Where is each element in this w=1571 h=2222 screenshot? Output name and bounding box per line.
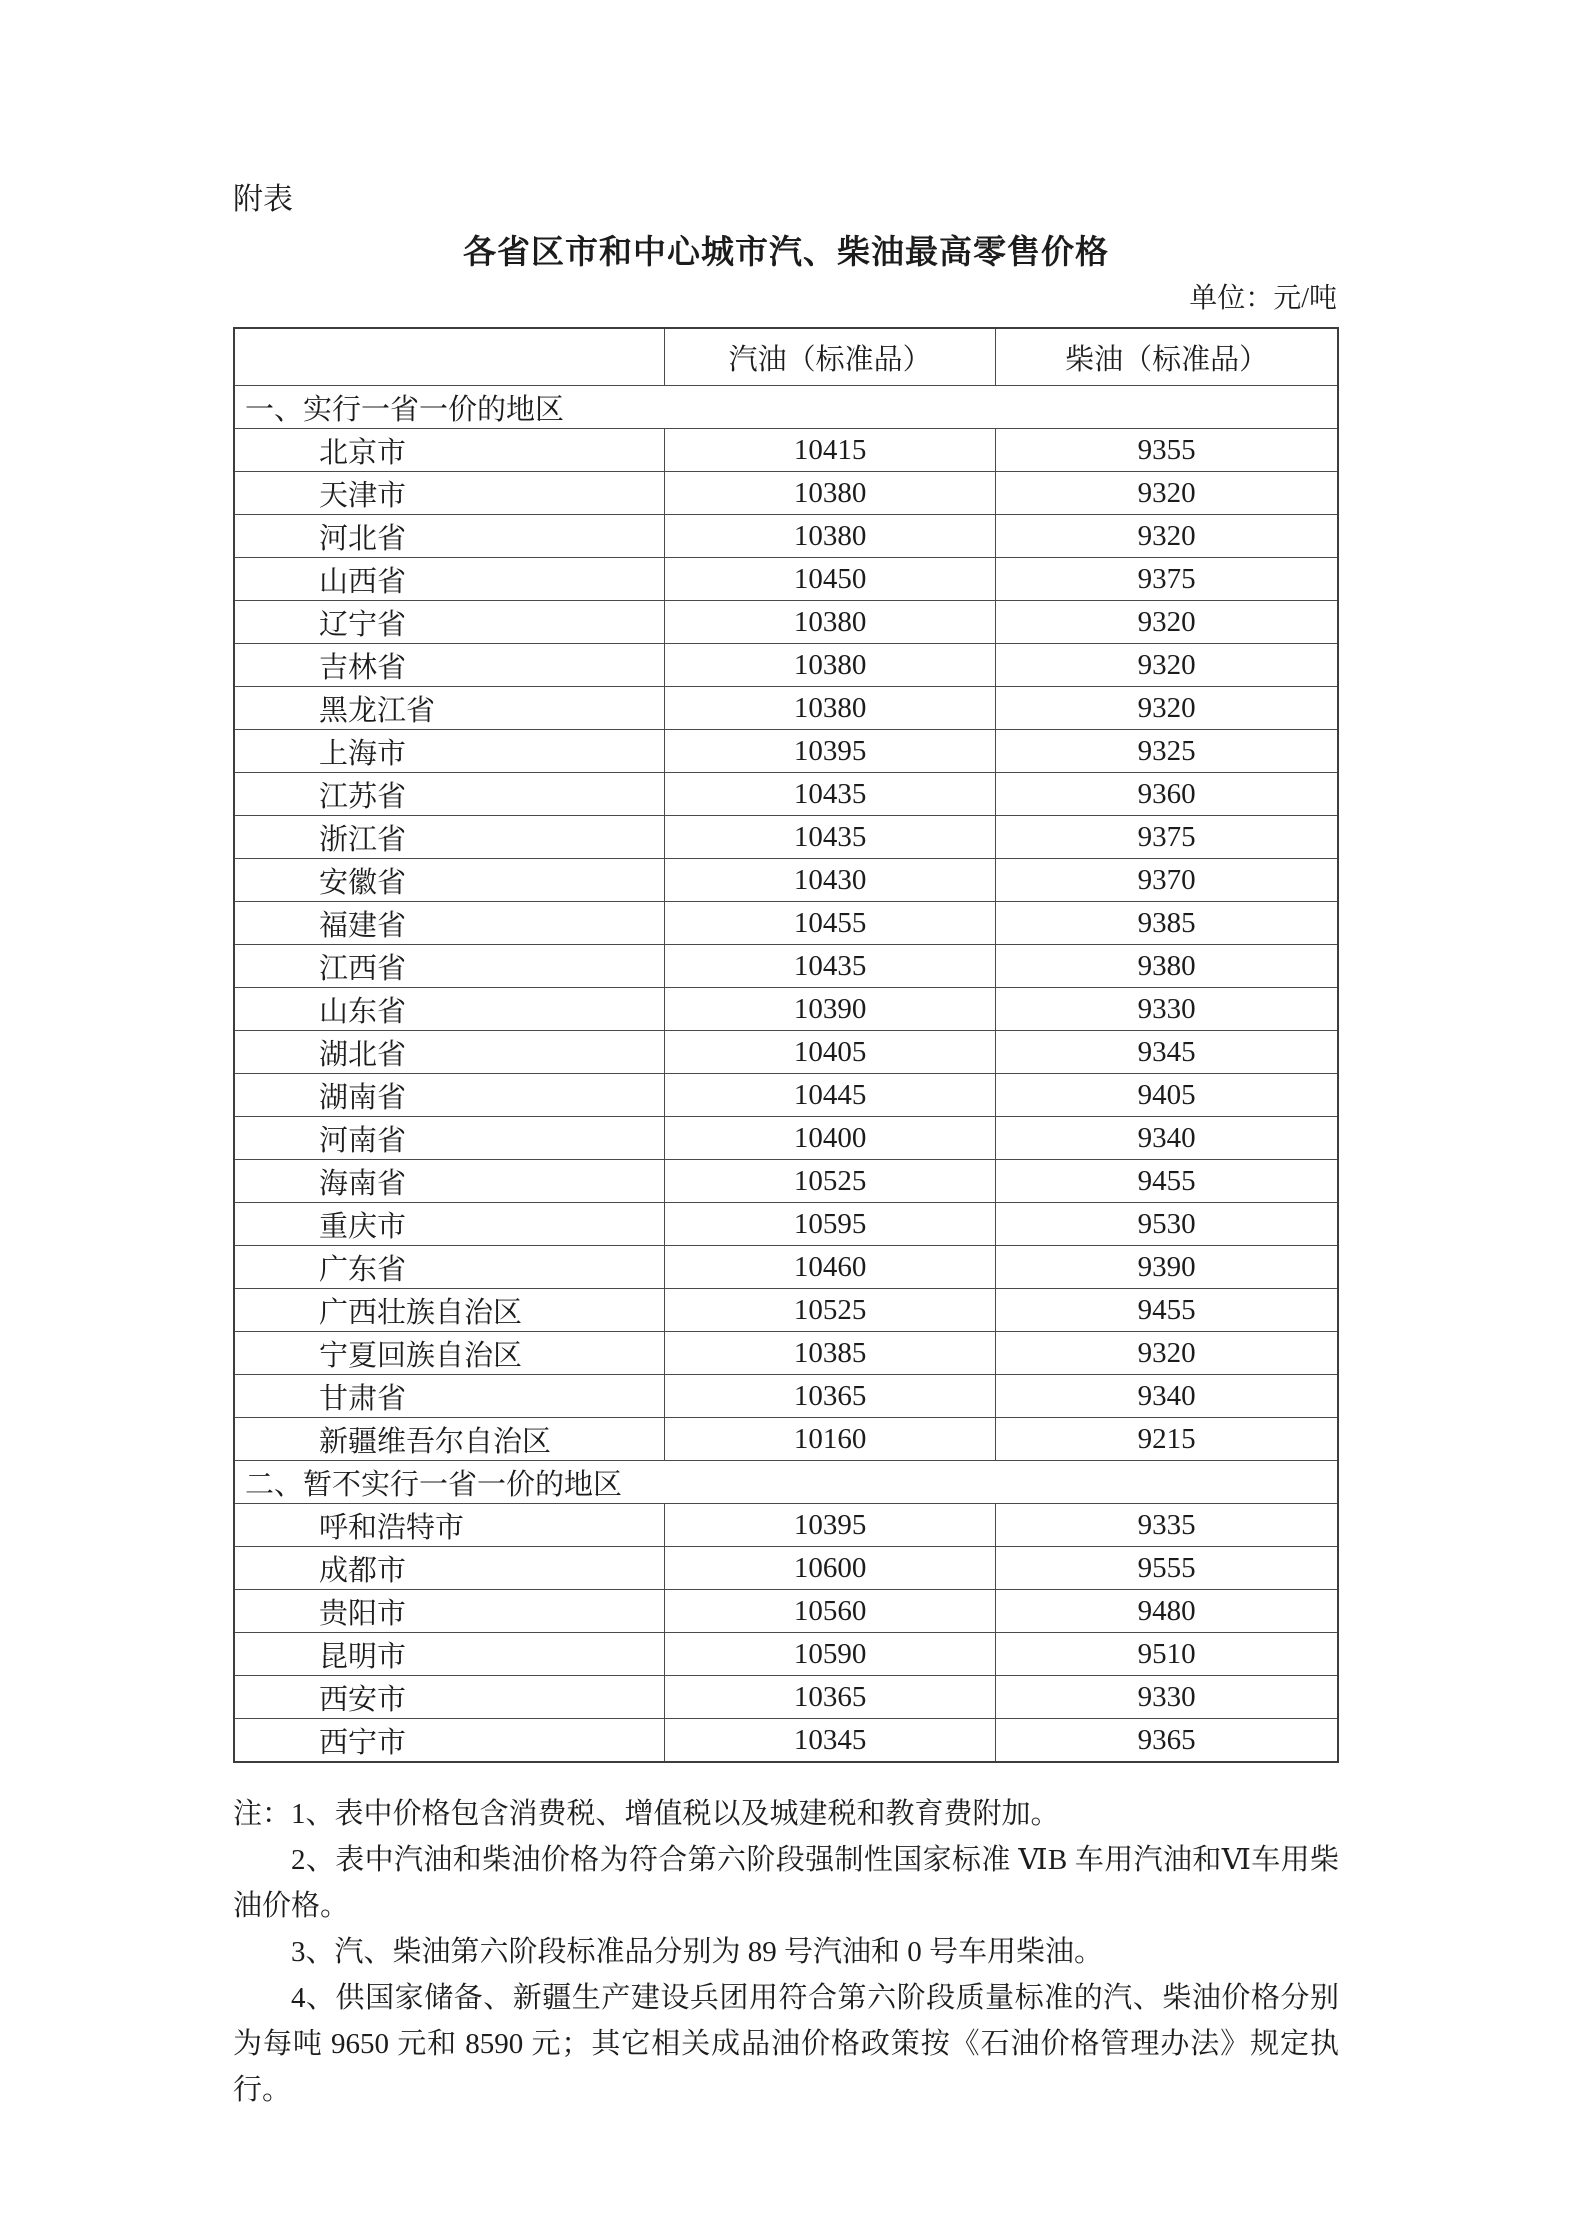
note-line-4: 4、供国家储备、新疆生产建设兵团用符合第六阶段质量标准的汽、柴油价格分别为每吨 9650 元和 8590 元；其它相关成品油价格政策按《石油价格管理办法》规定执行。 (233, 1982, 1339, 2106)
region-name: 北京市 (234, 429, 665, 472)
diesel-price: 9375 (996, 558, 1338, 601)
diesel-price: 9340 (996, 1375, 1338, 1418)
gasoline-price: 10385 (665, 1332, 996, 1375)
gasoline-price: 10380 (665, 601, 996, 644)
region-name: 浙江省 (234, 816, 665, 859)
region-name: 成都市 (234, 1547, 665, 1590)
region-name: 黑龙江省 (234, 687, 665, 730)
table-row (234, 644, 1338, 687)
gasoline-price: 10450 (665, 558, 996, 601)
gasoline-price: 10430 (665, 859, 996, 902)
diesel-price: 9480 (996, 1590, 1338, 1633)
diesel-price: 9355 (996, 429, 1338, 472)
table-row (234, 1289, 1338, 1332)
region-name: 呼和浩特市 (234, 1504, 665, 1547)
diesel-price: 9385 (996, 902, 1338, 945)
diesel-price: 9405 (996, 1074, 1338, 1117)
gasoline-price: 10460 (665, 1246, 996, 1289)
diesel-price: 9360 (996, 773, 1338, 816)
region-name: 宁夏回族自治区 (234, 1332, 665, 1375)
column-header-diesel: 柴油（标准品） (996, 328, 1338, 386)
gasoline-price: 10345 (665, 1719, 996, 1763)
diesel-price: 9320 (996, 515, 1338, 558)
diesel-price: 9320 (996, 472, 1338, 515)
notes-block (233, 1791, 1339, 2113)
price-table-body (234, 386, 1338, 1763)
region-name: 山东省 (234, 988, 665, 1031)
table-row (234, 1246, 1338, 1289)
gasoline-price: 10600 (665, 1547, 996, 1590)
diesel-price: 9555 (996, 1547, 1338, 1590)
diesel-price: 9320 (996, 1332, 1338, 1375)
table-row (234, 687, 1338, 730)
diesel-price: 9325 (996, 730, 1338, 773)
table-row (234, 730, 1338, 773)
diesel-price: 9370 (996, 859, 1338, 902)
table-row (234, 558, 1338, 601)
diesel-price: 9455 (996, 1289, 1338, 1332)
region-name: 江苏省 (234, 773, 665, 816)
diesel-price: 9330 (996, 988, 1338, 1031)
diesel-price: 9510 (996, 1633, 1338, 1676)
gasoline-price: 10395 (665, 730, 996, 773)
region-name: 河南省 (234, 1117, 665, 1160)
section-header-row (234, 386, 1338, 429)
diesel-price: 9530 (996, 1203, 1338, 1246)
table-row (234, 1031, 1338, 1074)
table-row (234, 1160, 1338, 1203)
gasoline-price: 10365 (665, 1676, 996, 1719)
region-name: 西宁市 (234, 1719, 665, 1763)
gasoline-price: 10525 (665, 1160, 996, 1203)
diesel-price: 9320 (996, 687, 1338, 730)
unit-label: 单位：元/吨 (1189, 283, 1337, 314)
gasoline-price: 10435 (665, 773, 996, 816)
diesel-price: 9375 (996, 816, 1338, 859)
table-row (234, 1332, 1338, 1375)
table-row (234, 1633, 1338, 1676)
region-name: 甘肃省 (234, 1375, 665, 1418)
region-name: 山西省 (234, 558, 665, 601)
region-name: 吉林省 (234, 644, 665, 687)
diesel-price: 9215 (996, 1418, 1338, 1461)
table-header-row (234, 328, 1338, 386)
gasoline-price: 10525 (665, 1289, 996, 1332)
table-row (234, 1074, 1338, 1117)
table-row (234, 1504, 1338, 1547)
section-header-row (234, 1461, 1338, 1504)
region-name: 广东省 (234, 1246, 665, 1289)
table-row (234, 988, 1338, 1031)
gasoline-price: 10160 (665, 1418, 996, 1461)
gasoline-price: 10415 (665, 429, 996, 472)
region-name: 昆明市 (234, 1633, 665, 1676)
gasoline-price: 10390 (665, 988, 996, 1031)
table-row (234, 816, 1338, 859)
table-row (234, 429, 1338, 472)
region-name: 上海市 (234, 730, 665, 773)
diesel-price: 9320 (996, 601, 1338, 644)
gasoline-price: 10590 (665, 1633, 996, 1676)
gasoline-price: 10435 (665, 816, 996, 859)
table-row (234, 1590, 1338, 1633)
region-name: 新疆维吾尔自治区 (234, 1418, 665, 1461)
diesel-price: 9330 (996, 1676, 1338, 1719)
region-name: 湖北省 (234, 1031, 665, 1074)
region-name: 重庆市 (234, 1203, 665, 1246)
region-name: 辽宁省 (234, 601, 665, 644)
gasoline-price: 10595 (665, 1203, 996, 1246)
table-row (234, 1719, 1338, 1763)
table-row (234, 472, 1338, 515)
table-row (234, 601, 1338, 644)
gasoline-price: 10380 (665, 472, 996, 515)
region-name: 广西壮族自治区 (234, 1289, 665, 1332)
diesel-price: 9340 (996, 1117, 1338, 1160)
region-name: 西安市 (234, 1676, 665, 1719)
region-name: 河北省 (234, 515, 665, 558)
note-line-1: 注：1、表中价格包含消费税、增值税以及城建税和教育费附加。 (233, 1798, 1060, 1830)
diesel-price: 9335 (996, 1504, 1338, 1547)
region-name: 福建省 (234, 902, 665, 945)
gasoline-price: 10395 (665, 1504, 996, 1547)
table-row (234, 773, 1338, 816)
attachment-label: 附表 (233, 183, 293, 216)
gasoline-price: 10455 (665, 902, 996, 945)
note-line-2: 2、表中汽油和柴油价格为符合第六阶段强制性国家标准 ⅥB 车用汽油和Ⅵ车用柴油价格。 (233, 1844, 1339, 1922)
region-name: 贵阳市 (234, 1590, 665, 1633)
section-header: 一、实行一省一价的地区 (234, 386, 1338, 429)
gasoline-price: 10400 (665, 1117, 996, 1160)
region-name: 湖南省 (234, 1074, 665, 1117)
diesel-price: 9455 (996, 1160, 1338, 1203)
gasoline-price: 10365 (665, 1375, 996, 1418)
diesel-price: 9380 (996, 945, 1338, 988)
gasoline-price: 10560 (665, 1590, 996, 1633)
diesel-price: 9390 (996, 1246, 1338, 1289)
column-header-gasoline: 汽油（标准品） (665, 328, 996, 386)
gasoline-price: 10380 (665, 644, 996, 687)
region-name: 安徽省 (234, 859, 665, 902)
table-row (234, 1117, 1338, 1160)
region-name: 天津市 (234, 472, 665, 515)
table-row (234, 1418, 1338, 1461)
table-row (234, 1375, 1338, 1418)
table-row (234, 1203, 1338, 1246)
section-header: 二、暂不实行一省一价的地区 (234, 1461, 1338, 1504)
gasoline-price: 10380 (665, 515, 996, 558)
diesel-price: 9345 (996, 1031, 1338, 1074)
table-row (234, 1676, 1338, 1719)
diesel-price: 9365 (996, 1719, 1338, 1763)
table-row (234, 945, 1338, 988)
page-title: 各省区市和中心城市汽、柴油最高零售价格 (463, 235, 1109, 271)
region-name: 海南省 (234, 1160, 665, 1203)
diesel-price: 9320 (996, 644, 1338, 687)
gasoline-price: 10435 (665, 945, 996, 988)
region-name: 江西省 (234, 945, 665, 988)
table-row (234, 859, 1338, 902)
gasoline-price: 10380 (665, 687, 996, 730)
note-line-3: 3、汽、柴油第六阶段标准品分别为 89 号汽油和 0 号车用柴油。 (291, 1936, 1104, 1968)
document-content (233, 183, 1339, 2113)
column-header-region (234, 328, 665, 386)
gasoline-price: 10445 (665, 1074, 996, 1117)
gasoline-price: 10405 (665, 1031, 996, 1074)
price-table (233, 327, 1339, 1763)
table-row (234, 1547, 1338, 1590)
table-row (234, 515, 1338, 558)
table-row (234, 902, 1338, 945)
